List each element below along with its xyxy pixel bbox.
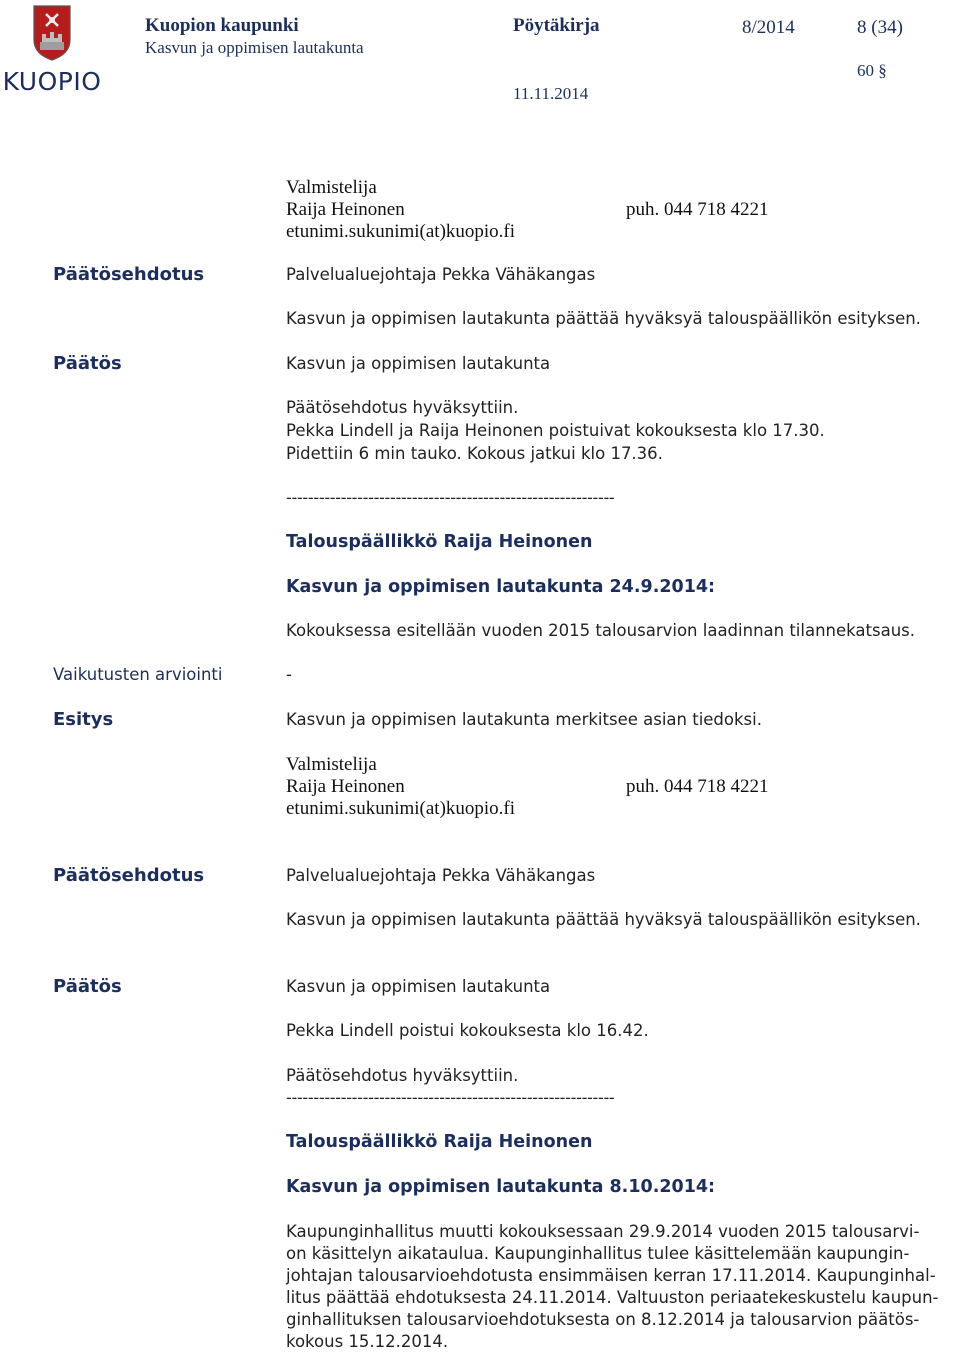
paragraph-line: Kaupunginhallitus muutti kokouksessaan 29.9.2014 vuoden 2015 talousarvi- bbox=[286, 1222, 920, 1241]
meeting-heading: Kasvun ja oppimisen lautakunta 8.10.2014: bbox=[286, 1177, 716, 1197]
decision-line: Pidettiin 6 min tauko. Kokous jatkui klo 17.36. bbox=[286, 444, 663, 463]
committee-name: Kasvun ja oppimisen lautakunta bbox=[145, 38, 364, 57]
preparer-phone: puh. 044 718 4221 bbox=[626, 776, 769, 797]
paragraph-line: johtajan talousarvioehdotusta ensimmäisen kerran 17.11.2014. Kaupunginhal- bbox=[286, 1266, 936, 1285]
paragraph-line: litus päättää ehdotuksesta 24.11.2014. Valtuuston periaatekeskustelu kaupun- bbox=[286, 1288, 939, 1307]
impact-value: - bbox=[286, 665, 292, 684]
paragraph-line: ginhallituksen talousarvioehdotuksesta on 8.12.2014 ja talousarvion päätös- bbox=[286, 1310, 920, 1329]
kuopio-coat-of-arms-logo bbox=[2, 2, 102, 98]
proposal-by: Palvelualuejohtaja Pekka Vähäkangas bbox=[286, 265, 596, 284]
doc-type: Pöytäkirja bbox=[513, 15, 600, 36]
esitys-text: Kasvun ja oppimisen lautakunta merkitsee asian tiedoksi. bbox=[286, 710, 762, 729]
meeting-heading: Kasvun ja oppimisen lautakunta 24.9.2014: bbox=[286, 577, 716, 597]
proposal-label: Päätösehdotus bbox=[53, 264, 205, 285]
decision-line: Päätösehdotus hyväksyttiin. bbox=[286, 398, 519, 417]
proposal-by: Palvelualuejohtaja Pekka Vähäkangas bbox=[286, 866, 596, 885]
preparer-name: Raija Heinonen bbox=[286, 776, 405, 797]
separator-line: ------------------------------------------------------------ bbox=[286, 488, 615, 507]
decision-line: Pekka Lindell poistui kokouksesta klo 16.42. bbox=[286, 1021, 649, 1040]
preparer-name: Raija Heinonen bbox=[286, 199, 405, 220]
doc-number: 8/2014 bbox=[742, 17, 795, 38]
page-number: 8 (34) bbox=[857, 17, 903, 38]
decision-label: Päätös bbox=[53, 353, 122, 374]
preparer-title: Valmistelija bbox=[286, 754, 377, 775]
section-heading: Talouspäällikkö Raija Heinonen bbox=[286, 532, 593, 552]
preparer-title: Valmistelija bbox=[286, 177, 377, 198]
impact-label: Vaikutusten arviointi bbox=[53, 665, 223, 684]
proposal-label: Päätösehdotus bbox=[53, 865, 205, 886]
section-heading: Talouspäällikkö Raija Heinonen bbox=[286, 1132, 593, 1152]
decision-label: Päätös bbox=[53, 976, 122, 997]
org-name: Kuopion kaupunki bbox=[145, 15, 299, 36]
separator-line: ------------------------------------------------------------ bbox=[286, 1088, 615, 1107]
decision-body: Kasvun ja oppimisen lautakunta bbox=[286, 354, 551, 373]
preparer-email: etunimi.sukunimi(at)kuopio.fi bbox=[286, 798, 516, 819]
section-number: 60 § bbox=[857, 61, 887, 80]
paragraph-line: on käsittelyn aikataulua. Kaupunginhallitus tulee käsittelemään kaupungin- bbox=[286, 1244, 910, 1263]
esitys-label: Esitys bbox=[53, 709, 114, 730]
meeting-text: Kokouksessa esitellään vuoden 2015 talousarvion laadinnan tilannekatsaus. bbox=[286, 621, 916, 640]
decision-line: Päätösehdotus hyväksyttiin. bbox=[286, 1066, 519, 1085]
paragraph-line: kokous 15.12.2014. bbox=[286, 1332, 449, 1351]
preparer-phone: puh. 044 718 4221 bbox=[626, 199, 769, 220]
decision-body: Kasvun ja oppimisen lautakunta bbox=[286, 977, 551, 996]
decision-line: Pekka Lindell ja Raija Heinonen poistuivat kokouksesta klo 17.30. bbox=[286, 421, 825, 440]
proposal-text: Kasvun ja oppimisen lautakunta päättää hyväksyä talouspäällikön esityksen. bbox=[286, 910, 921, 929]
meeting-date: 11.11.2014 bbox=[513, 84, 589, 103]
schedule-paragraph bbox=[286, 1221, 939, 1353]
logo-wordmark: KUOPIO bbox=[2, 67, 102, 96]
proposal-text: Kasvun ja oppimisen lautakunta päättää hyväksyä talouspäällikön esityksen. bbox=[286, 309, 921, 328]
preparer-email: etunimi.sukunimi(at)kuopio.fi bbox=[286, 221, 516, 242]
